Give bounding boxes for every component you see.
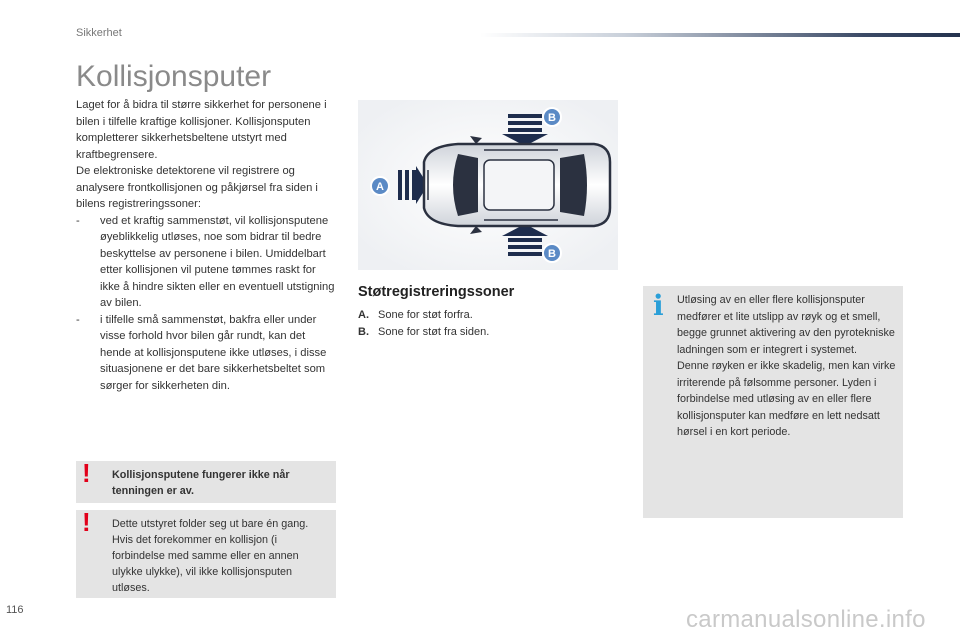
list-item-text: ved et kraftig sammenstøt, vil kollisjonsputene øyeblikkelig utløses, noe som bidrar til bedre beskyttelse av personene i bilen. Umiddelbart etter kollisjonen vil putene tømmes raskt for ikke å hindre sikten eller en eventuell utstigning av bilen.: [100, 214, 335, 309]
info-text: [677, 292, 899, 441]
impact-zone-diagram: [358, 100, 618, 270]
warning-box: [76, 458, 336, 503]
list-item: [358, 324, 489, 341]
list-item-text: i tilfelle små sammenstøt, bakfra eller under visse forhold hvor bilen går rundt, kan det hende at kollisjonsputene ikke utløses, i disse situasjonene er det bare sikkerhetsbeltet som sørger for sikkerheten din.: [100, 313, 327, 392]
warning-text: Kollisjonsputene fungerer ikke når tenningen er av.: [112, 469, 290, 497]
list-item: [76, 312, 338, 395]
intro-paragraph: De elektroniske detektorene vil registrere og analysere frontkollisjonen og påkjørsel fra siden i bilens registreringssoner:: [76, 165, 318, 210]
impact-zone-illustration: [358, 100, 618, 270]
zone-b-label: B: [548, 112, 556, 124]
zone-a-label: A: [376, 181, 384, 193]
car-top-view: [424, 136, 610, 234]
info-box: [643, 286, 903, 518]
info-paragraph: Utløsing av en eller flere kollisjonsputer medfører et lite utslipp av røyk og et smell, begge grunnet aktivering av den pyrotekniske ladningen som er integrert i systemet.: [677, 294, 895, 356]
info-icon: i: [653, 289, 664, 322]
bullet-dash: -: [76, 214, 80, 227]
zone-list: [358, 307, 489, 340]
zone-b-badge-bottom: [543, 244, 561, 262]
bullet-list: [76, 213, 338, 395]
watermark: carmanualsonline.info: [686, 606, 926, 633]
zone-a-badge: [371, 177, 389, 195]
zone-text: Sone for støt forfra.: [378, 309, 473, 321]
list-item: [76, 213, 338, 312]
header-rule: [480, 33, 960, 37]
zone-key: B.: [358, 325, 369, 338]
zone-text: Sone for støt fra siden.: [378, 325, 490, 338]
warning-icon: !: [82, 507, 91, 537]
intro-text: [76, 97, 338, 394]
warning-text: Dette utstyret folder seg ut bare én gang. Hvis det forekommer en kollisjon (i forbindelse med samme eller en annen ulykke ulykke), vil ikke kollisjonsputen utløses.: [112, 518, 309, 594]
bullet-dash: -: [76, 313, 80, 326]
page-number: 116: [6, 604, 24, 616]
zone-b-badge-top: [543, 108, 561, 126]
zone-b-label: B: [548, 248, 556, 260]
warning-box: [76, 507, 336, 598]
warning-icon: !: [82, 458, 91, 488]
zone-key: A.: [358, 309, 369, 321]
section-heading: Støtregistreringssoner: [358, 284, 515, 300]
page-title: Kollisjonsputer: [76, 60, 272, 93]
list-item: [358, 307, 489, 324]
info-paragraph: Denne røyken er ikke skadelig, men kan virke irriterende på følsomme personer. Lyden i forbindelse med utløsing av en eller flere kollisjonsputer kan medføre en lett nedsatt hørsel i en kort periode.: [677, 360, 896, 438]
intro-paragraph: Laget for å bidra til større sikkerhet for personene i bilen i tilfelle kraftige kollisjoner. Kollisjonsputen kompletterer sikkerhetsbeltene utstyrt med kraftbegrensere.: [76, 99, 327, 161]
section-label: Sikkerhet: [76, 27, 122, 39]
